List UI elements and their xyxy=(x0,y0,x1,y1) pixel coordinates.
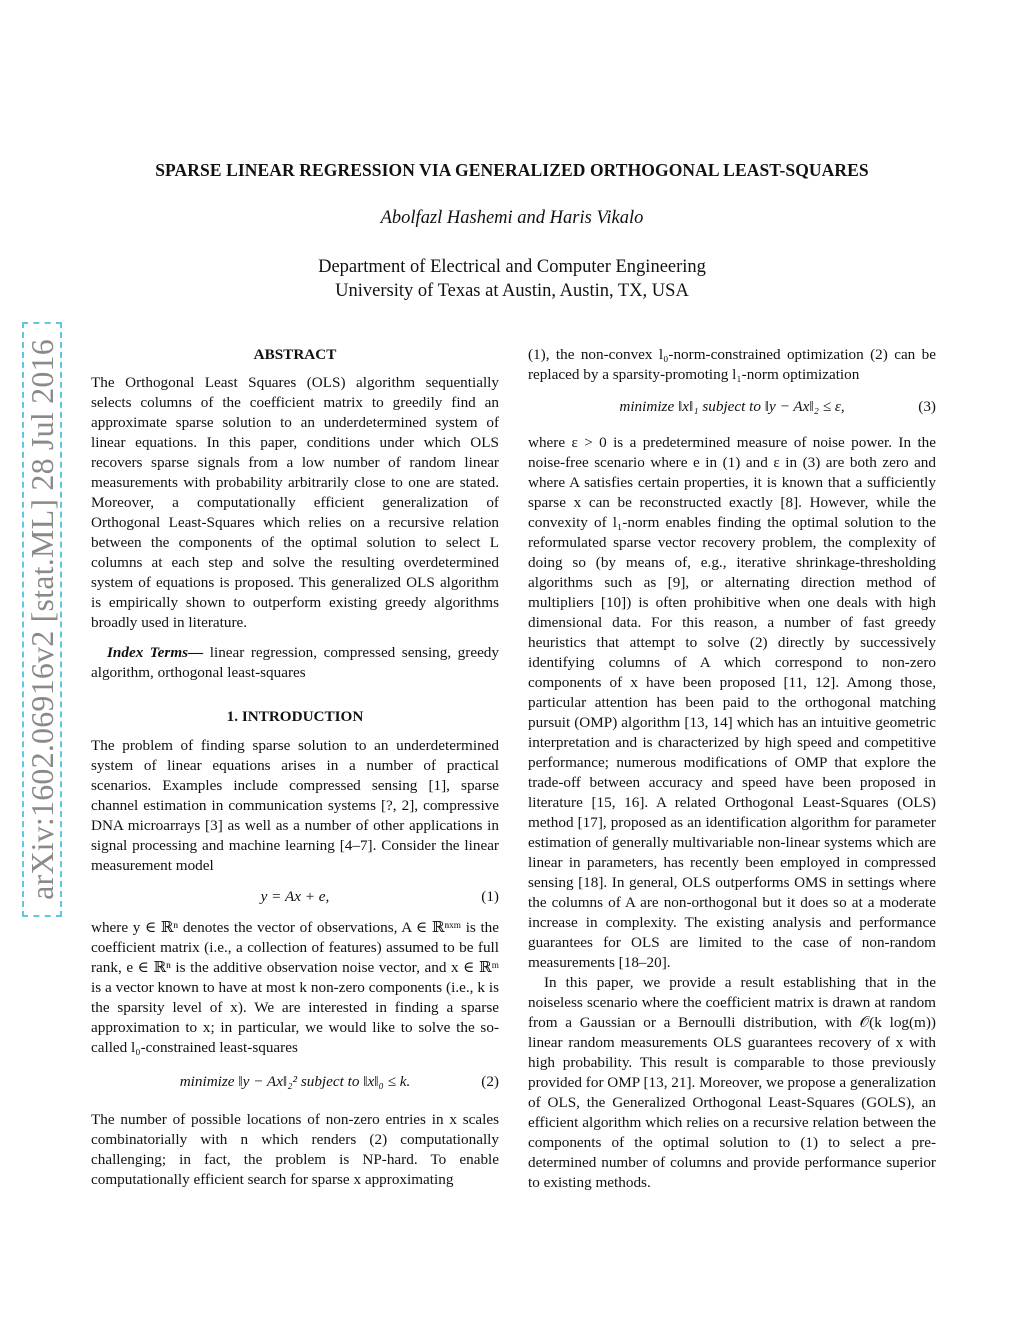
index-terms-label: Index Terms— xyxy=(107,644,204,661)
arxiv-identifier-text: arXiv:1602.06916v2 [stat.ML] 28 Jul 2016 xyxy=(23,339,60,900)
right-paragraph-3: In this paper, we provide a result establishing that in the noiseless scenario where the coefficient matrix is drawn at random from a Gaussian or a Bernoulli distribution, with 𝒪(k log(m)) linear random measurements OLS guarantees recovery of x with high probability. This result is comparable to those previously provided for OMP [13, 21]. Moreover, we propose a generalization of OLS, the Generalized Orthogonal Least-Squares (GOLS), an efficient algorithm which relies on a recursive relation between the components of the optimal solution to (1) to select a pre-determined number of columns and provide performance superior to existing methods. xyxy=(528,974,936,1191)
abstract-text: The Orthogonal Least Squares (OLS) algorithm sequentially selects columns of the coefficient matrix to greedily find an approximate sparse solution to an underdetermined system of linear equations. In this paper, conditions under which OLS recovers sparse signals from a low number of random linear measurements with probability arbitrarily close to one are stated. Moreover, a computationally efficient generalization of Orthogonal Least-Squares which relies on a recursive relation between the components of the optimal solution to select L columns at each step and solve the resulting overdetermined system of equations is proposed. This generalized OLS algorithm is empirically shown to outperform existing greedy algorithms broadly used in literature. xyxy=(91,374,499,631)
paper-affiliation xyxy=(0,255,1024,303)
equation-2 xyxy=(91,1064,499,1104)
equation-1-number: (1) xyxy=(481,888,499,905)
affiliation-line-1: Department of Electrical and Computer Engineering xyxy=(318,257,706,277)
intro-paragraph-1: The problem of finding sparse solution to an underdetermined system of linear equations arises in a number of practical scenarios. Examples include compressed sensing [1], sparse channel estimation in communication systems [?, 2], compressive DNA microarrays [3] as well as a number of other applications in signal processing and machine learning [4–7]. Consider the linear measurement model xyxy=(91,737,499,874)
paper-authors: Abolfazl Hashemi and Haris Vikalo xyxy=(380,208,644,228)
index-terms-text: linear regression, compressed sensing, greedy algorithm, orthogonal least-squares xyxy=(91,644,499,681)
index-terms xyxy=(91,643,499,683)
equation-2-body: minimize ‖y − Ax‖₂² subject to ‖x‖₀ ≤ k. xyxy=(179,1073,411,1090)
equation-2-number: (2) xyxy=(481,1073,499,1090)
equation-3 xyxy=(528,389,936,429)
equation-3-number: (3) xyxy=(918,398,936,415)
equation-3-body: minimize ‖x‖₁ subject to ‖y − Ax‖₂ ≤ ε, xyxy=(619,398,845,415)
affiliation-line-2: University of Texas at Austin, Austin, TX, USA xyxy=(335,281,689,301)
paper-title: SPARSE LINEAR REGRESSION VIA GENERALIZED ORTHOGONAL LEAST-SQUARES xyxy=(155,160,869,180)
intro-paragraph-3: The number of possible locations of non-zero entries in x scales combinatorially with n which renders (2) computationally challenging; in fact, the problem is NP-hard. To enable computationally efficient search for sparse x approximating xyxy=(91,1111,499,1188)
introduction-heading: 1. INTRODUCTION xyxy=(226,708,364,725)
arxiv-identifier-stamp xyxy=(22,322,62,917)
right-paragraph-2: where ε > 0 is a predetermined measure of noise power. In the noise-free scenario where e in (1) and ε in (3) are both zero and where A satisfies certain properties, it is known that a sufficiently sparse x can be reconstructed exactly [8]. However, while the convexity of l₁-norm enables finding the optimal solution to the reformulated sparse vector recovery problem, the complexity of doing so (by means of, e.g., iterative shrinkage-thresholding algorithms such as [9], or alternating direction method of multipliers [10]) is often prohibitive when one deals with high dimensional data. For this reason, a number of fast greedy heuristics that attempt to solve (2) directly by successively identifying columns of A which correspond to non-zero components of x have been proposed [11, 12]. Among those, particular attention has been paid to the orthogonal matching pursuit (OMP) algorithm [13, 14] which has an intuitive geometric interpretation and is characterized by high speed and competitive performance; numerous modifications of OMP that explore the trade-off between accuracy and speed have been proposed in literature [15, 16]. A related Orthogonal Least-Squares (OLS) method [17], proposed as an identification algorithm for parameter estimation of generally multivariable non-linear systems which are linear in parameters, has recently been employed in compressed sensing [18]. In general, OLS outperforms OMS in settings where the columns of A are non-orthogonal but it does so at a moderate increase in complexity. The existing analysis and performance guarantees for OLS are limited to the case of non-random measurements [18–20]. xyxy=(528,434,936,971)
intro-paragraph-2: where y ∈ ℝⁿ denotes the vector of observations, A ∈ ℝⁿˣᵐ is the coefficient matrix (i.e., a collection of features) assumed to be full rank, e ∈ ℝⁿ is the additive observation noise vector, and x ∈ ℝᵐ is a vector known to have at most k non-zero components (i.e., k is the sparsity level of x). We are interested in finding a sparse approximation to x; in particular, we would like to solve the so-called l₀-constrained least-squares xyxy=(91,919,499,1056)
right-paragraph-1: (1), the non-convex l₀-norm-constrained optimization (2) can be replaced by a sparsity-promoting l₁-norm optimization xyxy=(528,346,936,383)
equation-1 xyxy=(91,882,499,912)
abstract-heading: ABSTRACT xyxy=(253,346,337,363)
equation-1-body: y = Ax + e, xyxy=(260,888,330,905)
left-column xyxy=(91,345,499,1190)
right-column xyxy=(528,345,936,1193)
